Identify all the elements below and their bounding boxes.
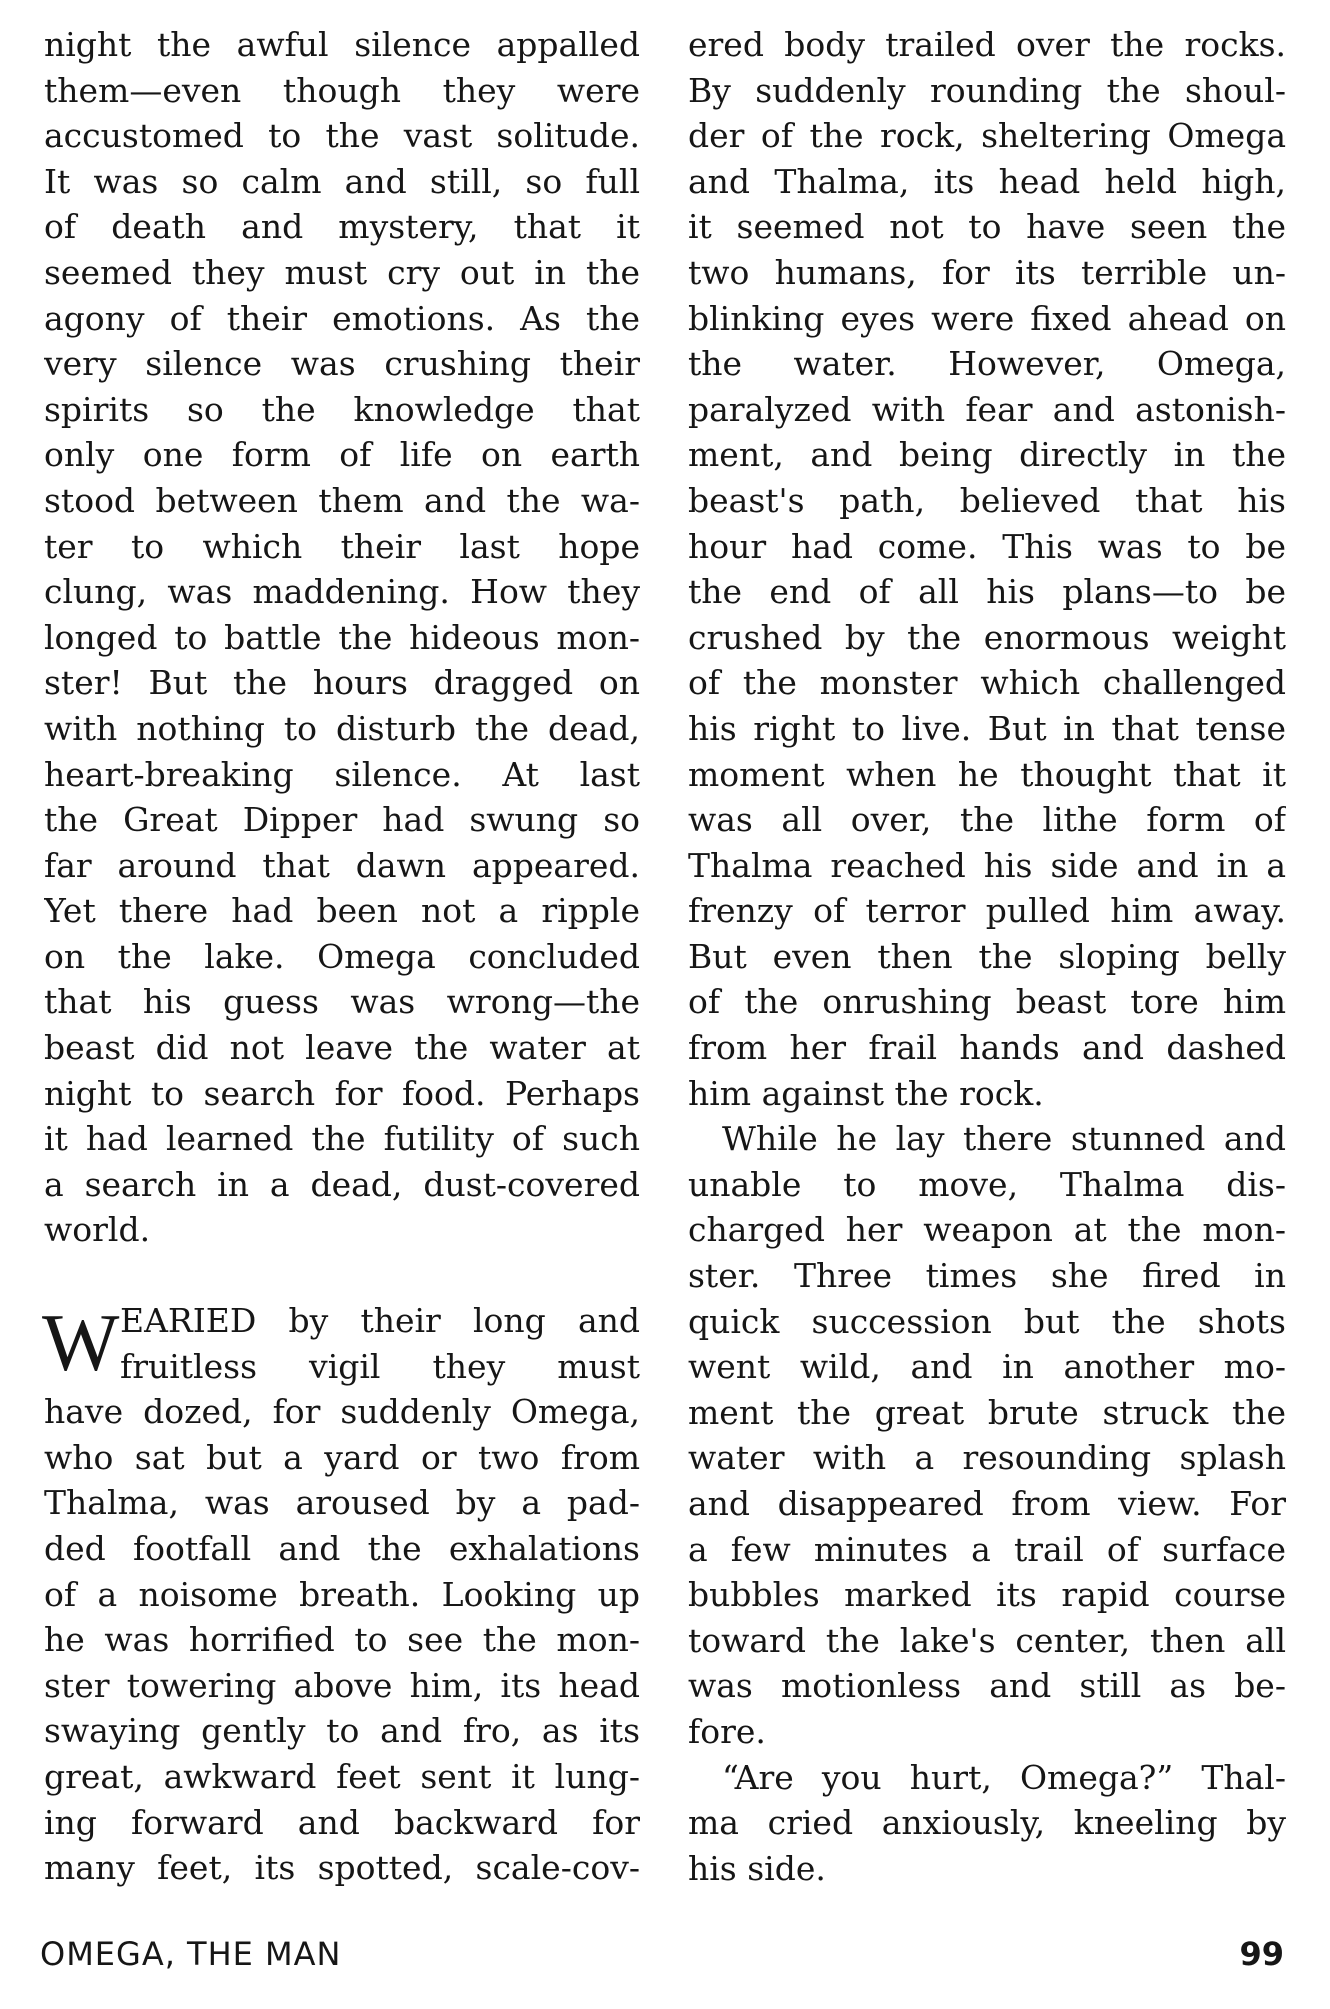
text-line: it seemed not to have seen the [688, 207, 1286, 247]
text-line: the Great Dipper had swung so [44, 800, 640, 840]
text-line: blinking eyes were fixed ahead on [688, 298, 1286, 338]
text-line: spirits so the knowledge that [44, 389, 640, 429]
text-line: clung, was maddening. How they [44, 572, 640, 612]
text-line: agony of their emotions. As the [44, 298, 640, 338]
text-line: with nothing to disturb the dead, [44, 708, 640, 748]
text-line: ma cried anxiously, kneeling by [688, 1803, 1286, 1843]
page-number: 99 [1239, 1935, 1284, 1973]
paragraph-stunned [688, 1116, 1286, 1754]
text-line: hour had come. This was to be [688, 526, 1286, 566]
text-line: and disappeared from view. For [688, 1484, 1286, 1523]
text-line: While he lay there stunned and [722, 1119, 1286, 1159]
text-line: Thalma reached his side and in a [688, 845, 1286, 885]
text-line: who sat but a yard or two from [44, 1437, 640, 1477]
text-line: only one form of life on earth [44, 435, 640, 475]
text-line: of the onrushing beast tore him [688, 982, 1286, 1022]
text-line: fruitless vigil they must [120, 1346, 640, 1386]
text-line: and Thalma, its head held high, [688, 161, 1286, 201]
text-line: ster. Three times she fired in [688, 1256, 1286, 1296]
text-line: beast's path, believed that his [688, 480, 1286, 520]
text-line: But even then the sloping belly [688, 936, 1286, 976]
text-line: ded footfall and the exhalations [44, 1529, 640, 1568]
text-line: a few minutes a trail of surface [688, 1529, 1286, 1569]
text-line: Yet there had been not a ripple [44, 891, 640, 931]
text-line: went wild, and in another mo- [688, 1347, 1286, 1387]
text-line: ster! But the hours dragged on [44, 663, 640, 703]
text-line: he was horrified to see the mon- [44, 1620, 640, 1660]
text-line: heart-breaking silence. At last [44, 754, 640, 794]
text-line: It was so calm and still, so full [44, 161, 640, 201]
left-column [44, 22, 640, 1891]
text-line: great, awkward feet sent it lung- [44, 1756, 640, 1796]
text-line: ered body trailed over the rocks. [688, 25, 1286, 64]
text-line: of death and mystery, that it [44, 207, 640, 247]
text-line: the water. However, Omega, [688, 344, 1286, 384]
text-line: accustomed to the vast solitude. [44, 116, 640, 156]
section-break [44, 1253, 640, 1298]
text-line: moment when he thought that it [688, 754, 1286, 794]
text-line: der of the rock, sheltering Omega [688, 116, 1286, 156]
text-line: have dozed, for suddenly Omega, [44, 1392, 640, 1432]
text-line: “Are you hurt, Omega?” Thal- [722, 1757, 1286, 1797]
text-line: fore. [688, 1711, 766, 1751]
text-line: frenzy of terror pulled him away. [688, 891, 1286, 931]
right-column [688, 22, 1286, 1891]
paragraph-wearied [44, 1298, 640, 1891]
text-line: Thalma, was aroused by a pad- [44, 1483, 640, 1523]
text-line: swaying gently to and fro, as its [44, 1711, 640, 1751]
text-line: ster towering above him, its head [44, 1665, 640, 1705]
text-line: two humans, for its terrible un- [688, 252, 1286, 292]
text-line: of a noisome breath. Looking up [44, 1574, 640, 1614]
text-line: crushed by the enormous weight [688, 617, 1286, 657]
text-line: bubbles marked its rapid course [688, 1575, 1286, 1615]
text-line: was motionless and still as be- [688, 1666, 1286, 1706]
text-line: very silence was crushing their [44, 344, 640, 384]
text-line: ter to which their last hope [44, 526, 640, 566]
text-line: many feet, its spotted, scale-cov- [44, 1848, 640, 1888]
text-line: him against the rock. [688, 1073, 1044, 1113]
text-line: beast did not leave the water at [44, 1028, 640, 1068]
text-line: of the monster which challenged [688, 663, 1286, 703]
text-line: on the lake. Omega concluded [44, 936, 640, 976]
text-line: water with a resounding splash [688, 1438, 1286, 1478]
text-line: his right to live. But in that tense [688, 708, 1286, 748]
text-line: them—even though they were [44, 70, 640, 110]
text-line: it had learned the futility of such [44, 1119, 640, 1159]
page-footer [40, 1932, 1284, 1976]
text-line: ment the great brute struck the [688, 1392, 1286, 1432]
text-line: night to search for food. Perhaps [44, 1073, 640, 1113]
paragraph-night-silence [44, 22, 640, 1253]
text-line: was all over, the lithe form of [688, 800, 1286, 840]
running-title: OMEGA, THE MAN [40, 1935, 342, 1973]
text-line: the end of all his plans—to be [688, 572, 1286, 612]
text-line: that his guess was wrong—the [44, 982, 640, 1022]
text-line: longed to battle the hideous mon- [44, 617, 640, 657]
text-line: toward the lake's center, then all [688, 1620, 1286, 1660]
text-line: from her frail hands and dashed [688, 1028, 1286, 1068]
paragraph-are-you-hurt [688, 1755, 1286, 1892]
drop-cap: W [42, 1297, 120, 1389]
text-line: charged her weapon at the mon- [688, 1210, 1286, 1250]
text-line: paralyzed with fear and astonish- [688, 389, 1286, 429]
text-line: world. [44, 1210, 151, 1250]
paragraph-rounding-rock [688, 22, 1286, 1116]
text-line: ing forward and backward for [44, 1802, 640, 1842]
text-line: EARIED by their long and [120, 1301, 640, 1341]
text-line: stood between them and the wa- [44, 480, 640, 520]
text-line: his side. [688, 1848, 826, 1888]
text-line: By suddenly rounding the shoul- [688, 70, 1286, 110]
text-line: far around that dawn appeared. [44, 845, 640, 885]
text-line: ment, and being directly in the [688, 435, 1286, 475]
text-line: unable to move, Thalma dis- [688, 1164, 1286, 1204]
text-line: quick succession but the shots [688, 1301, 1286, 1341]
text-line: night the awful silence appalled [44, 25, 640, 64]
text-line: a search in a dead, dust-covered [44, 1164, 640, 1204]
text-line: seemed they must cry out in the [44, 252, 640, 292]
